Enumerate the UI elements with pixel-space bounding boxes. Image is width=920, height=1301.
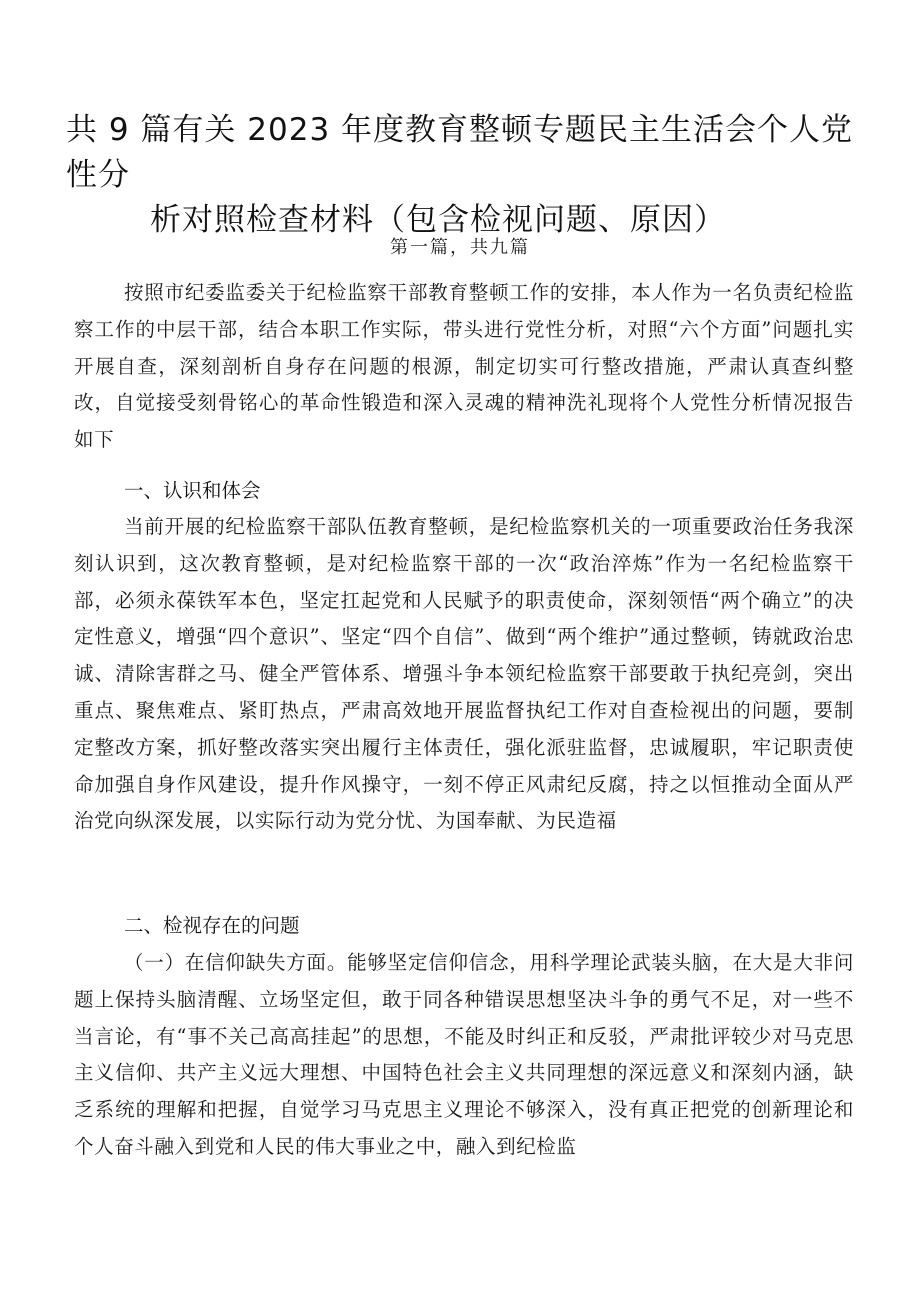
document-title <box>66 108 866 243</box>
section-1-paragraph: 当前开展的纪检监察干部队伍教育整顿，是纪检监察机关的一项重要政治任务我深刻认识到，这次教育整顿，是对纪检监察干部的一次“政治淬炼”作为一名纪检监察干部，必须永葆铁军本色，坚定扛起党和人民赋予的职责使命，深刻领悟“两个确立”的决定性意义，增强“四个意识”、坚定“四个自信”、做到“两个维护”通过整顿，铸就政治忠诚、清除害群之马、健全严管体系、增强斗争本领纪检监察干部要敢于执纪亮剑，突出重点、聚焦难点、紧盯热点，严肃高效地开展监督执纪工作对自查检视出的问题，要制定整改方案，抓好整改落实突出履行主体责任，强化派驻监督，忠诚履职，牢记职责使命加强自身作风建设，提升作风操守，一刻不停正风肃纪反腐，持之以恒推动全面从严治党向纵深发展，以实际行动为党分忧、为国奉献、为民造福 <box>74 515 854 833</box>
section-heading-2: 二、检视存在的问题 <box>124 914 300 937</box>
section-2-paragraph: （一）在信仰缺失方面。能够坚定信仰信念，用科学理论武装头脑，在大是大非问题上保持头脑清醒、立场坚定但，敢于同各种错误思想坚决斗争的勇气不足，对一些不当言论，有“事不关己高高挂起”的思想，不能及时纠正和反驳，严肃批评较少对马克思主义信仰、共产主义远大理想、中国特色社会主义共同理想的深远意义和深刻内涵，缺乏系统的理解和把握，自觉学习马克思主义理论不够深入，没有真正把党的创新理论和个人奋斗融入到党和人民的伟大事业之中，融入到纪检监 <box>74 951 854 1158</box>
section-heading-1: 一、认识和体会 <box>124 479 261 502</box>
intro-paragraph: 按照市纪委监委关于纪检监察干部教育整顿工作的安排，本人作为一名负责纪检监察工作的中层干部，结合本职工作实际，带头进行党性分析，对照“六个方面”问题扎实开展自查，深刻剖析自身存在问题的根源，制定切实可行整改措施，严肃认真查纠整改，自觉接受刻骨铭心的革命性锻造和深入灵魂的精神洗礼现将个人党性分析情况报告如下 <box>74 281 854 452</box>
document-title-line-2: 析对照检查材料（包含检视问题、原因） <box>150 202 726 238</box>
document-title-line-1: 共 9 篇有关 2023 年度教育整顿专题民主生活会个人党性分 <box>66 112 854 193</box>
document-subtitle: 第一篇，共九篇 <box>390 237 530 258</box>
